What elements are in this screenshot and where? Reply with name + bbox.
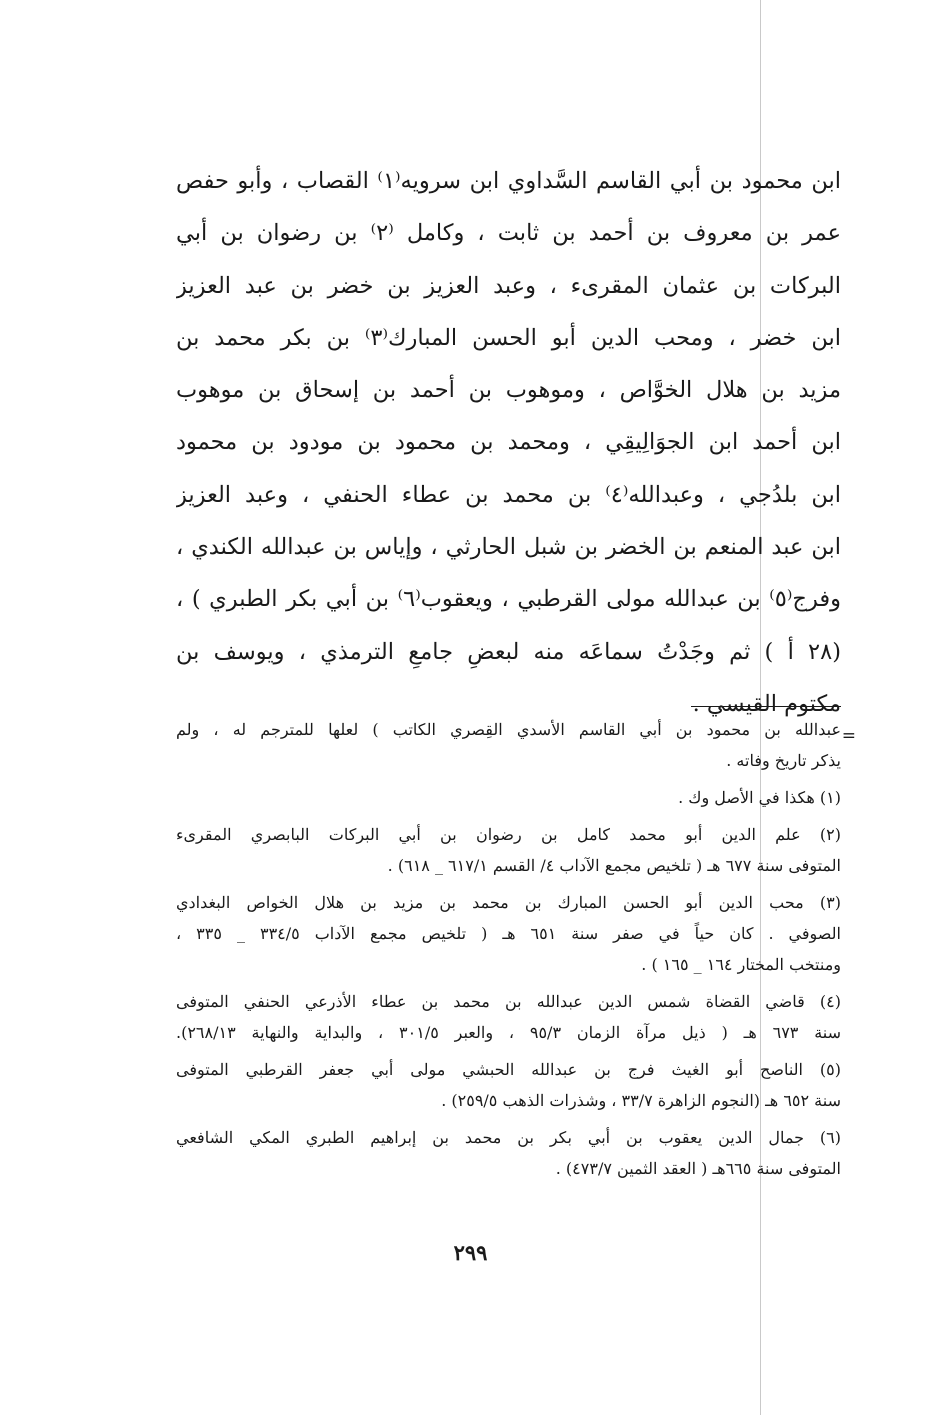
footnote-line: (٥) الناصح أبو الغيث فرج بن عبدالله الحبشي مولى أبي جعفر القرطبي المتوفى [176, 1060, 841, 1079]
footnote-line: (٦) جمال الدين يعقوب بن أبي بكر بن محمد بن إبراهيم الطبري المكي الشافعي [176, 1128, 841, 1147]
main-text-line: مكتوم القيسي . [692, 690, 841, 717]
page-number: ٢٩٩ [453, 1240, 488, 1265]
footnote-line: (٢) علم الدين أبو محمد كامل بن رضوان بن أبي البركات البابصري المقرىء [176, 825, 841, 844]
main-text-line: عمر بن معروف بن أحمد بن ثابت ، وكامل ⁽٢⁾ بن رضوان بن أبي [176, 220, 841, 247]
main-text-line: ابن محمود بن أبي القاسم السَّداوي ابن سرويه⁽١⁾ القصاب ، وأبو حفص [176, 168, 841, 194]
main-text-line: ابن بلدُجي ، وعبدالله⁽٤⁾ بن محمد بن عطاء الحنفي ، وعبد العزيز [176, 481, 841, 508]
footnote-line: المتوفى سنة ٦٧٧ هـ ( تلخيص مجمع الآداب ٤/ القسم ٦١٧/١ _ ٦١٨) . [387, 856, 841, 875]
main-text-line: مزيد بن هلال الخوَّاص ، وموهوب بن أحمد بن إسحاق بن موهوب [176, 377, 841, 404]
footnote-separator [691, 706, 841, 707]
footnote-2 [176, 819, 841, 881]
footnote-line: يذكر تاريخ وفاته . [726, 751, 841, 770]
footnote-line: الصوفي . كان حياً في صفر سنة ٦٥١ هـ ( تلخيص مجمع الآداب ٣٣٤/٥ _ ٣٣٥ ، [176, 924, 841, 943]
footnote-line: ومنتخب المختار ١٦٤ _ ١٦٥ ) . [641, 955, 841, 974]
footnotes-block [176, 714, 841, 1184]
main-text-line: (٢٨ أ ) ثم وجَدْتُ سماعَه منه لبعضِ جامعِ الترمذي ، ويوسف بن [176, 638, 841, 665]
main-text-line: ابن عبد المنعم بن الخضر بن شبل الحارثي ، وإياس بن عبدالله الكندي ، [176, 534, 841, 561]
footnote-line: (٣) محب الدين أبو الحسن المبارك بن محمد بن مزيد بن هلال الخواص البغدادي [176, 893, 841, 912]
main-text-line: وفرج⁽٥⁾ بن عبدالله مولى القرطبي ، ويعقوب⁽٦⁾ بن أبي بكر الطبري ) ، [176, 586, 841, 613]
footnote-line: سنة ٦٥٢ هـ (النجوم الزاهرة ٣٣/٧ ، وشذرات الذهب ٢٥٩/٥) . [441, 1091, 841, 1110]
footnote-line: سنة ٦٧٣ هـ ( ذيل مرآة الزمان ٩٥/٣ ، والعبر ٣٠١/٥ ، والبداية والنهاية ٢٦٨/١٣). [176, 1023, 841, 1042]
footnote-3 [176, 887, 841, 980]
footnote-continuation [176, 714, 841, 776]
main-text-line: ابن خضر ، ومحب الدين أبو الحسن المبارك⁽٣⁾ بن بكر محمد بن [176, 324, 841, 351]
main-text-line: ابن أحمد ابن الجوَالِيقِي ، ومحمد بن محمود بن مودود بن محمود [176, 429, 841, 456]
footnote-6 [176, 1122, 841, 1184]
footnote-line: (٤) قاضي القضاة شمس الدين عبدالله بن محمد بن عطاء الأذرعي الحنفي المتوفى [176, 992, 841, 1011]
footnote-line: عبدالله بن محمود بن أبي القاسم الأسدي القِصري الكاتب ) لعلها للمترجم له ، ولم [176, 720, 841, 739]
main-text-line: البركات بن عثمان المقرىء ، وعبد العزيز بن خضر بن عبد العزيز [176, 272, 841, 299]
footnote-4 [176, 986, 841, 1048]
footnote-line: المتوفى سنة ٦٦٥هـ ( العقد الثمين ٤٧٣/٧) . [555, 1159, 841, 1178]
main-text-block [176, 155, 841, 730]
footnote-line: (١) هكذا في الأصل وك . [678, 788, 841, 807]
footnote-1 [176, 782, 841, 813]
footnote-continuation-mark: = [841, 726, 856, 746]
footnote-5 [176, 1054, 841, 1116]
